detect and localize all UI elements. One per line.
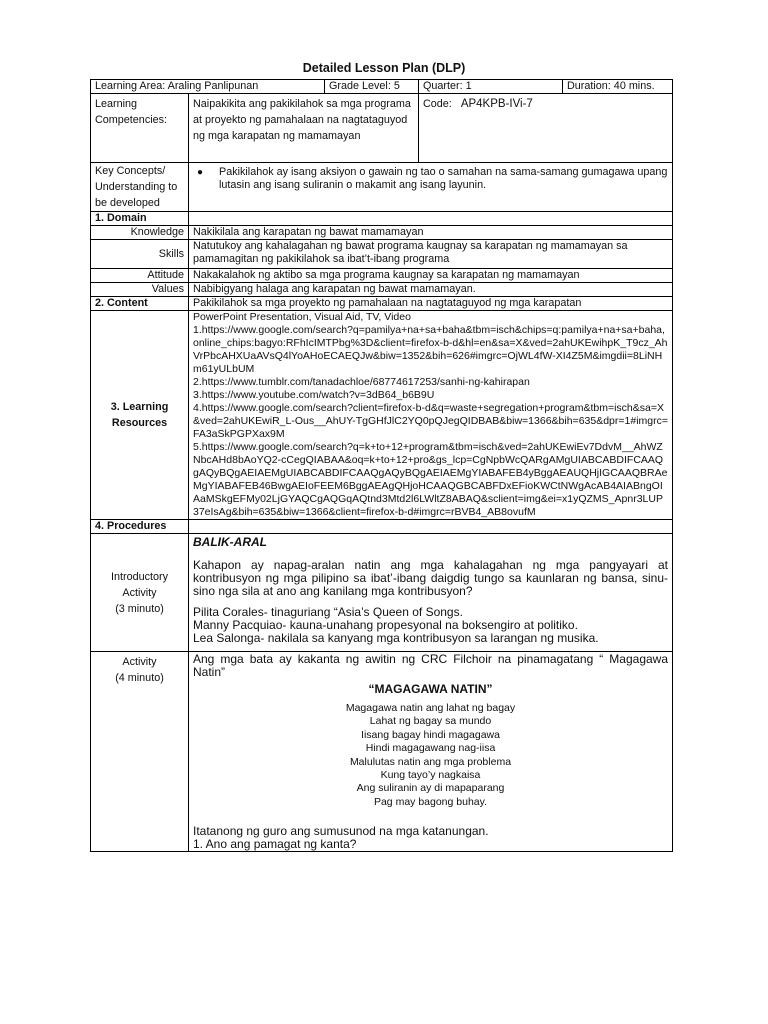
- code-value: AP4KPB-IVi-7: [460, 98, 533, 110]
- song-line: Hindi magagawang nag-iisa: [365, 742, 496, 755]
- song-line: Ang suliranin ay di mapaparang: [356, 782, 505, 795]
- song-line: Iisang bagay hindi magagawa: [361, 728, 500, 741]
- activity-content: [189, 652, 673, 852]
- question-intro: Itatanong ng guro ang sumusunod na mga katanungan.: [193, 824, 489, 839]
- lesson-plan-table: [90, 79, 673, 852]
- resource-link-5[interactable]: 5.https://www.google.com/search?q=k+to+12+program&tbm=isch&ved=2ahUKEwiEv7DdvM__AhWZNbcAHd8bAoYQ2-cCegQIABAA&oq=k+to+12+pro&gs_lcp=CgNpbWcQARgAMgUIABCABDIFCAAQgAQyBQgAEIAEMgUIABCABDIFCAAQgAQyBQgAEIAEMgYIABAFEB4yBggAEAUQHjIGCAAQBRAeMgYIABAFEB46BwgAEIoFEEM6BggAEAgQHjoHCAAQGBCABFDxEFioKWCtNWgAcAB4AIABngOIAaMSkgEFMy02LjGYAQCgAQGqAQtnd3Mtd2l6LWltZ8ABAQ&sclient=img&ei=x1yQZMS_Apnr3LUP37eIsAg&bih=635&biw=1366&client=firefox-b-d#imgrc=rBVB4_AB8ovufM: [193, 441, 668, 518]
- song-line: Kung tayo’y nagkaisa: [380, 769, 481, 782]
- grade-level: Grade Level: 5: [325, 80, 419, 94]
- introductory-label-line-1: Introductory: [110, 570, 168, 583]
- activity-label-line-1: Activity: [122, 656, 157, 668]
- domain-label-attitude: Attitude: [91, 269, 189, 283]
- introductory-content: [189, 534, 673, 652]
- domain-text-attitude: Nakakalahok ng aktibo sa mga programa kaugnay sa karapatan ng mamamayan: [189, 269, 673, 283]
- domain-row-attitude: [91, 269, 673, 283]
- content-text: Pakikilahok sa mga proyekto ng pamahalaan na nagtataguyod ng mga karapatan: [189, 297, 673, 311]
- resources-row: [91, 311, 673, 520]
- introductory-label-line-2: Activity: [122, 586, 157, 599]
- domain-label-skills: Skills: [91, 240, 189, 269]
- domain-text-skills: Natutukoy ang kahalagahan ng bawat programa kaugnay sa karapatan ng mamamayan sa pamamagitan ng pakikilahok sa ibat’t-ibang programa: [189, 240, 673, 269]
- competencies-row: [91, 94, 673, 163]
- competencies-text: Naipakikita ang pakikilahok sa mga programa at proyekto ng pamahalaan na nagtataguyod ng mga karapatan ng mamamayan: [189, 94, 419, 163]
- activity-label: [91, 652, 189, 852]
- domain-label-knowledge: Knowledge: [91, 226, 189, 240]
- bullet-icon: ●: [197, 167, 204, 178]
- balik-aral-paragraph: Kahapon ay napag-aralan natin ang mga kahalagahan ng mga pangyayari at kontribusyon ng mga pilipino sa ibat’-ibang daigdig tungo sa kaunlaran ng bansa, sinu-sino nga sila at ano ang kanilang mga kontribusyon?: [193, 558, 668, 598]
- domain-heading-row: [91, 212, 673, 226]
- intro-item-1: Pilita Corales- tinaguriang “Asia’s Queen of Songs.: [193, 605, 463, 619]
- procedures-heading-blank: [189, 520, 673, 534]
- key-concepts-label: Key Concepts/ Understanding to be developed: [91, 163, 189, 212]
- procedures-heading-row: [91, 520, 673, 534]
- procedures-heading: 4. Procedures: [91, 520, 189, 534]
- resource-link-3[interactable]: 3.https://www.youtube.com/watch?v=3dB64_b6B9U: [193, 389, 435, 401]
- activity-row: [91, 652, 673, 852]
- key-concepts-cell: [189, 163, 673, 212]
- resources-label-line-1: 3. Learning: [110, 401, 169, 413]
- resource-link-1[interactable]: 1.https://www.google.com/search?q=pamilya+na+sa+baha&tbm=isch&chips=q:pamilya+na+sa+baha,online_chips:bagyo:RFhIcIMTPbg%3D&client=firefox-b-d&hl=en&sa=X&ved=2ahUKEwihpK_T9cz_AhVrPbcAHXUaAVsQ4lYoAHoECAEQJw&biw=1352&bih=626#imgrc=OjWL4fW-XI4Z5M&imgdii=8LiNHm61yULbUM: [193, 324, 668, 375]
- activity-intro: Ang mga bata ay kakanta ng awitin ng CRC Filchoir na pinamagatang “ Magagawa Natin”: [193, 652, 668, 679]
- domain-row-skills: [91, 240, 673, 269]
- domain-text-values: Nabibigyang halaga ang karapatan ng bawat mamamayan.: [189, 283, 673, 297]
- resources-label-line-2: Resources: [111, 417, 168, 429]
- song-title: “MAGAGAWA NATIN”: [368, 682, 493, 696]
- content-row: [91, 297, 673, 311]
- introductory-row: [91, 534, 673, 652]
- activity-label-line-2: (4 minuto): [115, 672, 164, 684]
- domain-label-values: Values: [91, 283, 189, 297]
- song-lyrics: [193, 702, 668, 809]
- resources-label: [91, 311, 189, 520]
- song-line: Lahat ng bagay sa mundo: [369, 715, 492, 728]
- quarter: Quarter: 1: [419, 80, 563, 94]
- competencies-label: Learning Competencies:: [91, 94, 189, 163]
- resource-link-4[interactable]: 4.https://www.google.com/search?client=firefox-b-d&q=waste+segregation+program&tbm=isch&sa=X&ved=2ahUKEwiR_L-Ous__AhUY-TgGHfJlC2YQ0pQJegQIDBAB&biw=1366&bih=635&dpr=1#imgrc=FA3aSkPGPXax9M: [193, 402, 668, 440]
- resources-list: [189, 311, 673, 520]
- domain-row-knowledge: [91, 226, 673, 240]
- domain-row-values: [91, 283, 673, 297]
- code-label: Code:: [423, 98, 452, 110]
- learning-area: Learning Area: Araling Panlipunan: [91, 80, 325, 94]
- intro-item-3: Lea Salonga- nakilala sa kanyang mga kontribusyon sa larangan ng musika.: [193, 631, 599, 645]
- content-heading: 2. Content: [91, 297, 189, 311]
- song-line: Malulutas natin ang mga problema: [349, 755, 512, 768]
- intro-item-2: Manny Pacquiao- kauna-unahang propesyonal na boksengiro at politiko.: [193, 618, 578, 632]
- balik-aral-heading: BALIK-ARAL: [193, 535, 267, 549]
- question-1: 1. Ano ang pamagat ng kanta?: [193, 837, 357, 852]
- domain-heading-blank: [189, 212, 673, 226]
- introductory-label-line-3: (3 minuto): [115, 602, 164, 615]
- key-concepts-row: [91, 163, 673, 212]
- header-row: [91, 80, 673, 94]
- key-concepts-text: Pakikilahok ay isang aksiyon o gawain ng tao o samahan na sama-samang gumagawa upang lutasin ang isang suliranin o makamit ang isang layunin.: [219, 166, 668, 191]
- duration: Duration: 40 mins.: [563, 80, 673, 94]
- competency-code: [419, 94, 673, 163]
- domain-heading: 1. Domain: [91, 212, 189, 226]
- resource-link-2[interactable]: 2.https://www.tumblr.com/tanadachloe/68774617253/sanhi-ng-kahirapan: [193, 376, 530, 388]
- song-line: Pag may bagong buhay.: [373, 795, 488, 808]
- introductory-label: [91, 534, 189, 652]
- document-title: Detailed Lesson Plan (DLP): [302, 61, 466, 75]
- song-line: Magagawa natin ang lahat ng bagay: [345, 702, 516, 714]
- resource-materials: PowerPoint Presentation, Visual Aid, TV, Video: [193, 311, 411, 323]
- domain-text-knowledge: Nakikilala ang karapatan ng bawat mamamayan: [189, 226, 673, 240]
